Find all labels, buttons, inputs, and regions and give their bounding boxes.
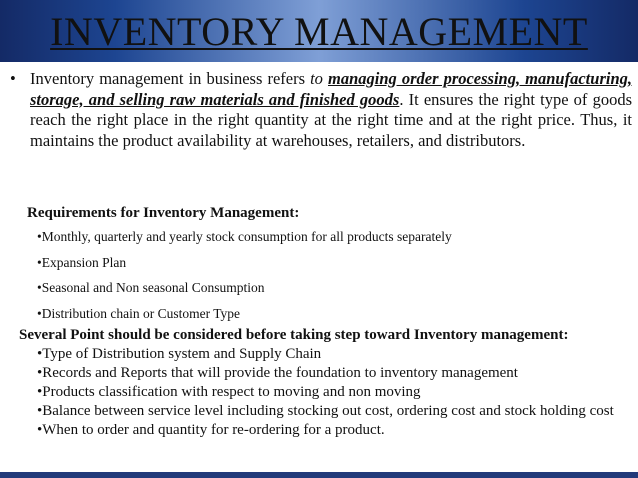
consideration-item: •Balance between service level including stocking out cost, ordering cost and stock holding cost xyxy=(37,403,614,419)
slide-title: INVENTORY MANAGEMENT xyxy=(50,8,588,54)
intro-text-after: . It ensures the right type of goods reach the right place in the right quantity at the right time and at the right price. Thus, it maintains the product availability at warehouses, retailers, and distributors. xyxy=(30,89,632,150)
requirement-item: •Monthly, quarterly and yearly stock consumption for all products separately xyxy=(37,229,452,244)
intro-paragraph xyxy=(10,69,632,151)
requirement-item: •Distribution chain or Customer Type xyxy=(37,305,241,321)
intro-text xyxy=(30,69,632,151)
consideration-item: •Type of Distribution system and Supply Chain xyxy=(37,346,322,362)
intro-highlight: managing order processing, manufacturing, storage, and selling raw materials and finished goods xyxy=(30,69,632,109)
title-container xyxy=(0,2,638,60)
intro-text-to: to xyxy=(310,69,323,88)
requirement-item: •Expansion Plan xyxy=(37,254,127,270)
consideration-item: •When to order and quantity for re-ordering for a product. xyxy=(37,422,385,438)
requirement-item: •Seasonal and Non seasonal Consumption xyxy=(37,280,265,295)
intro-bullet: • xyxy=(10,69,16,88)
bottom-bar xyxy=(0,472,638,478)
consideration-item: •Records and Reports that will provide the foundation to inventory management xyxy=(37,365,518,381)
intro-text-before: Inventory management in business refers xyxy=(30,69,311,88)
requirements-heading xyxy=(27,205,299,222)
requirements-list xyxy=(37,230,452,332)
considerations-heading: Several Point should be considered before taking step toward Inventory management: xyxy=(19,327,569,343)
requirements-heading-text: Requirements for Inventory Management xyxy=(27,205,295,221)
considerations-list xyxy=(37,345,633,440)
consideration-item: •Products classification with respect to moving and non moving xyxy=(37,384,421,400)
requirements-heading-colon: : xyxy=(294,205,300,221)
